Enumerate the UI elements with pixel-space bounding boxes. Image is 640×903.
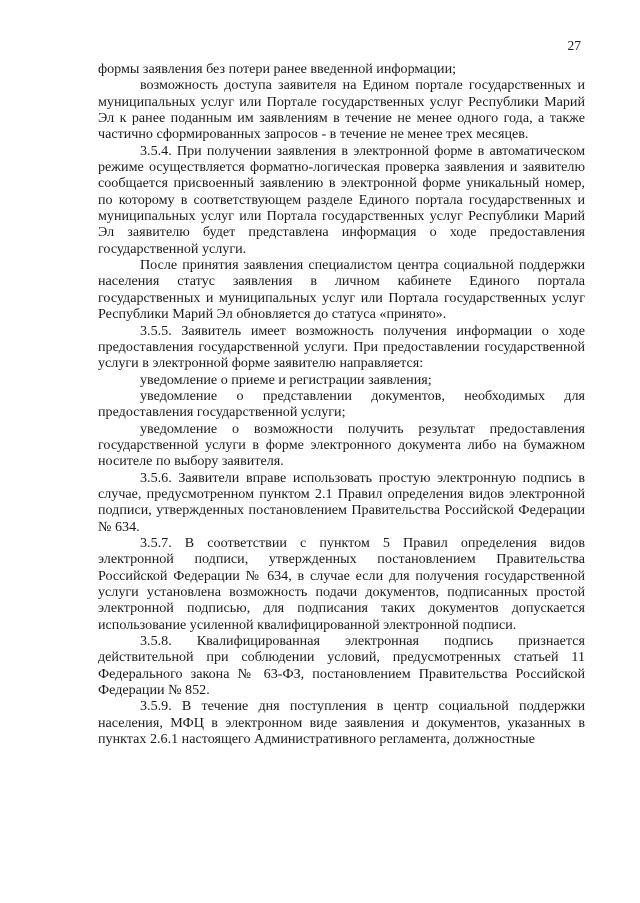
paragraph: 3.5.6. Заявители вправе использовать простую электронную подпись в случае, предусмотренном пунктом 2.1 Правил определения видов электронной подписи, утвержденных постановлением Правительства Российской Федерации № 634. xyxy=(98,469,585,535)
paragraph: 3.5.5. Заявитель имеет возможность получения информации о ходе предоставления государственной услуги. При предоставлении государственной услуги в электронной форме заявителю направляется: xyxy=(98,322,585,372)
paragraph: 3.5.7. В соответствии с пунктом 5 Правил определения видов электронной подписи, утвержденных постановлением Правительства Российской Федерации № 634, в случае если для получения государственной услуги установлена возможность подачи документов, подписанных простой электронной подписью, для подписания таких документов допускается использование усиленной квалифицированной электронной подписи. xyxy=(98,534,585,633)
paragraph: уведомление о приеме и регистрации заявления; xyxy=(140,371,432,388)
paragraph: 3.5.9. В течение дня поступления в центр социальной поддержки населения, МФЦ в электронном виде заявления и документов, указанных в пунктах 2.6.1 настоящего Административного регламента, должностные xyxy=(98,698,585,748)
paragraph: уведомление о возможности получить результат предоставления государственной услуги в форме электронного документа либо на бумажном носителе по выбору заявителя. xyxy=(98,420,585,470)
paragraph: уведомление о представлении документов, необходимых для предоставления государственной услуги; xyxy=(98,387,585,421)
body-text xyxy=(98,61,585,747)
paragraph: формы заявления без потери ранее введенной информации; xyxy=(98,61,457,77)
paragraph: 3.5.4. При получении заявления в электронной форме в автоматическом режиме осуществляется форматно-логическая проверка заявления и заявителю сообщается присвоенный заявлению в электронной форме уникальный номер, по которому в соответствующем разделе Единого портала государственных и муниципальных услуг или Портала государственных услуг Республики Марий Эл заявителю будет представлена информация о ходе предоставления государственной услуги. xyxy=(98,142,585,257)
paragraph: возможность доступа заявителя на Едином портале государственных и муниципальных услуг или Портале государственных услуг Республики Марий Эл к ранее поданным им заявлениям в течение не менее одного года, а также частично сформированных запросов - в течение не менее трех месяцев. xyxy=(98,77,585,143)
paragraph: После принятия заявления специалистом центра социальной поддержки населения статус заявления в личном кабинете Единого портала государственных и муниципальных услуг или Портала государственных услуг Республики Марий Эл обновляется до статуса «принято». xyxy=(98,257,585,323)
page-number: 27 xyxy=(567,38,581,53)
paragraph: 3.5.8. Квалифицированная электронная подпись признается действительной при соблюдении условий, предусмотренных статьей 11 Федерального закона № 63-ФЗ, постановлением Правительства Российской Федерации № 852. xyxy=(98,633,585,699)
